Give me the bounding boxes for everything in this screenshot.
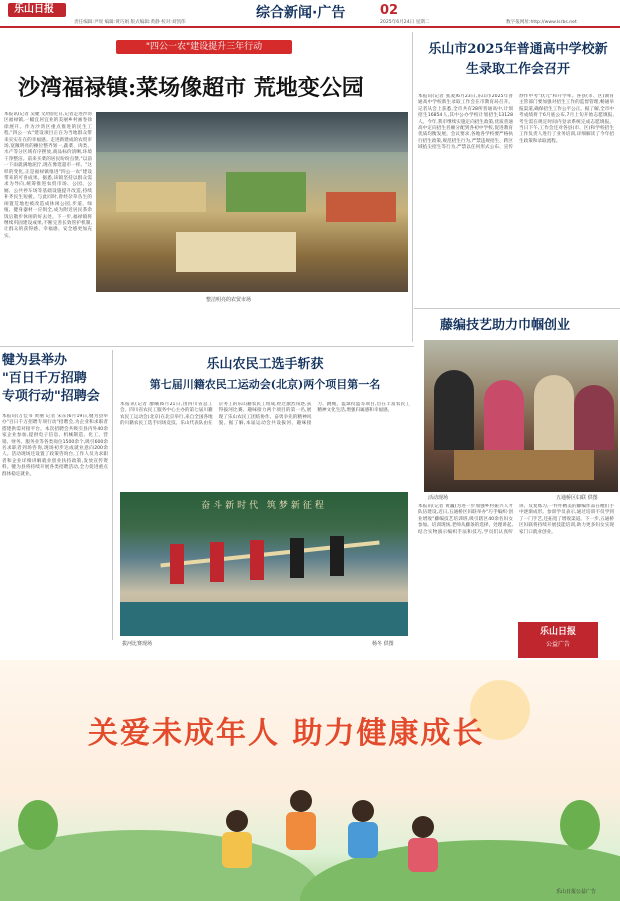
ad-banner (0, 660, 620, 901)
masthead-rule (0, 26, 620, 28)
ad-badge-line1: 乐山日报 (539, 627, 576, 637)
article3-caption-right: 五通桥区妇联 供图 (556, 495, 598, 501)
article3-body: 本报讯(记者 黄巍)为进一步加强乡村振兴人才队伍建设,近日,五通桥区妇联举办"巧手编织·创业增收"藤编技艺培训班,吸引辖区40余名妇女参加。培训现场,老师从藤条的选择、处理讲起,结合实物演示编织手法和技巧,学员们认真听讲、反复练习,一件件精美的藤编作品在她们手中逐渐成形。参训学员表示,通过培训不仅学到了一门手艺,还拓宽了增收渠道。下一步,五通桥区妇联将持续开展技能培训,助力更多妇女实现家门口就业创业。 (418, 504, 614, 535)
article5-caption-right: 杨冬 供图 (372, 641, 394, 647)
ad-headline: 关爱未成年人 助力健康成长 (88, 716, 485, 751)
editors-line: 责任编辑:尹瑶 编辑:黄巧娟 版式编辑:黄静 校对:刘凯伟 (74, 20, 186, 25)
article1-body-cont (96, 306, 408, 342)
article5-headline-2: 第七届川籍农民工运动会(北京)两个项目第一名 (149, 378, 381, 391)
article1-caption: 整洁明亮的农贸市场 (206, 297, 252, 303)
article2-body: 本报讯(记者 张凌)6月23日,乐山市2025年普通高中学校新生录取工作会在市教育局召开。记者从会上获悉,全市共有28所普通高中,计划招生16854人,其中公办学校计划招生13128人。今年,我市继续实施定向招生政策,优质普通高中定向招生名额分配到各初中学校,促进教育优质均衡发展。会议要求,各地各学校要严格执行招生政策,规范招生行为,严禁违规招生、跨区域掐尖招生等行为,严禁以任何形式公布、宣传炒作中考"状元"和升学率。各县(市、区)教育主管部门要加强对招生工作的监督管理,畅通举报渠道,确保招生工作公平公正。据了解,全市中考成绩将于6月底公布,7月上旬开始志愿填报,考生需在规定时间内登录系统完成志愿填报。当日下午,工作会还对各县(市、区)和学校招生工作负责人进行了业务培训,详细解读了今年招生政策和录取流程。 (418, 94, 614, 151)
article5-headline-1: 乐山农民工选手斩获 (206, 357, 324, 372)
article3-caption-left: 活动现场 (428, 495, 449, 501)
ad-badge-line2: 公益广告 (545, 641, 570, 648)
ad-tree (18, 800, 58, 850)
article4-headline-1: 犍为县举办 (2, 353, 68, 368)
article2-headline: 乐山市2025年普通高中学校新生录取工作会召开 (428, 42, 608, 77)
kicker-tag: "四公一农"建设提升三年行动 (116, 40, 292, 54)
newspaper-logo: 乐山日报 (14, 4, 54, 15)
rattan-photo (424, 340, 618, 492)
ad-footer: 乐山日报公益广告 (556, 889, 597, 895)
ad-tree (560, 800, 600, 850)
child-figure (412, 816, 434, 838)
article1-body: 本报讯(记者 吴婕 文/图)近日,记者走进沙湾区福禄镇,一幅宜居宜业的美丽乡村画卷徐徐展开。作为沙湾区重点推进的民生工程,"四公一农"建设项目正在为当地群众带来实实在在的幸福感。走进新建成的农贸市场,宽敞明亮的摊位整齐划一,蔬菜、肉类、水产等分区域有序摆放,商品标价清晰,环境干净整洁。前来买菜的居民纷纷点赞,"以前一下雨就满地泥泞,现在像逛超市一样。"这样的变化,正是福禄镇推进"四公一农"建设带来的可喜成果。据悉,该镇坚持以群众需求为导向,统筹推进农贸市场、公园、公厕、公共停车场等基础设施提升改造,持续补齐民生短板。与此同时,曾经杂草丛生的闲置荒地也被改造成休闲公园,步道、绿植、健身器材一应俱全,成为附近居民茶余饭后散步休闲的好去处。下一步,福禄镇将继续巩固建设成果,不断完善长效管护机制,让群众的获得感、幸福感、安全感更加充实。 (4, 112, 92, 239)
photo-banner-text: 奋斗新时代 筑梦新征程 (201, 501, 327, 511)
article5-caption-left: 拔河比赛现场 (122, 641, 153, 647)
article4-headline-2: "百日千万招聘 (2, 371, 87, 386)
masthead (0, 0, 620, 28)
child-figure (286, 812, 316, 850)
child-figure (222, 832, 252, 868)
article4-headline-3: 专项行动"招聘会 (2, 389, 100, 404)
section-title: 综合新闻·广告 (256, 5, 346, 21)
website: 数字报网址:http://www.lsrbs.net (506, 20, 577, 25)
article1-headline: 沙湾福禄镇:菜场像超市 荒地变公园 (18, 75, 364, 101)
child-figure (290, 790, 312, 812)
tug-of-war-photo (120, 492, 408, 636)
child-figure (352, 800, 374, 822)
page-number: 02 (380, 3, 399, 18)
child-figure (348, 822, 378, 858)
issue-date: 2025年6月24日 星期二 (380, 20, 430, 25)
ad-badge (518, 622, 598, 658)
child-figure (408, 838, 438, 872)
article3-headline: 藤编技艺助力巾帼创业 (440, 318, 571, 333)
market-photo (96, 112, 408, 292)
child-figure (226, 810, 248, 832)
article5-body: 本报讯(记者 廖曦)6月21日,由四川省总工会、四川省农民工服务中心主办的第七届川籍农民工运动会(北京)在北京举行,来自全国各地的川籍农民工选手同场竞技。乐山代表队由在京务工的乐山籍农民工组成,经过激烈角逐,获得拔河比赛、趣味接力两个项目的第一名,展现了乐山农民工团结协作、奋勇争先的精神风貌。据了解,本届运动会共设拔河、趣味接力、跳绳、篮球投篮等项目,旨在丰富农民工精神文化生活,增强归属感和幸福感。 (120, 402, 410, 427)
article4-body: 本报讯(万佳书 黄丽 记者 宋东)6月19日,犍为县举办"百日千万招聘专项行动"招聘会,为企业和求职者搭建供需对接平台。本次招聘会共吸引县内外40余家企业参加,提供电子信息、机械制造、化工、营销、财务、服务业等各类岗位1500余个,吸引600余名求职者到场咨询,现场初步达成就业意向200余人。活动现场还设置了政策咨询台,工作人员为求职者和企业详细讲解就业创业扶持政策,发放宣传资料。犍为县将持续开展各类招聘活动,全力促进重点群体稳定就业。 (2, 414, 108, 477)
